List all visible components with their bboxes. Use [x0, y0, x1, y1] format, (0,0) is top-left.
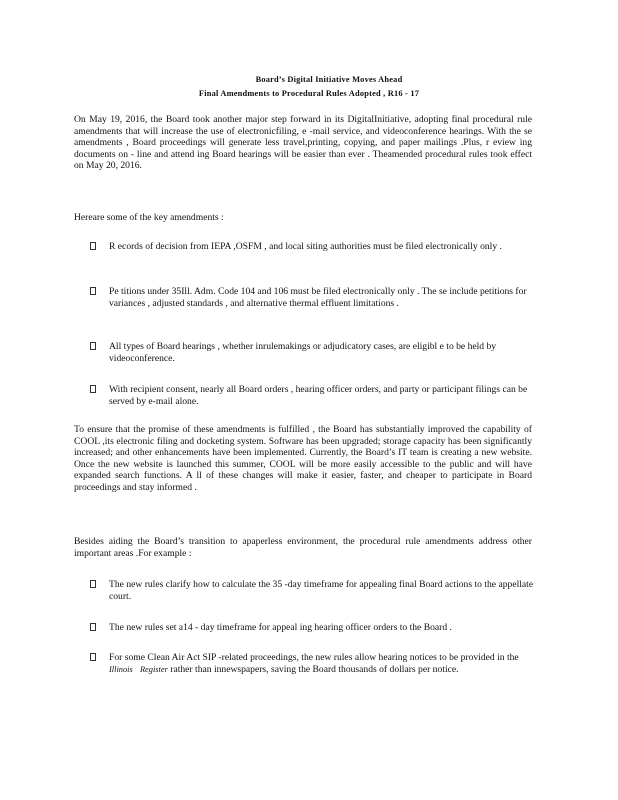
list-item-text: With recipient consent, nearly all Board orders , hearing officer orders, and party or participant filings can be served by e-mail alone.: [109, 384, 528, 407]
list-item: [90, 241, 536, 253]
list-item: [90, 622, 536, 634]
bullet-icon: [90, 342, 96, 350]
besides-paragraph: Besides aiding the Board’s transition to apaperless environment, the procedural rule amendments address other important areas .For example :: [74, 536, 532, 559]
bullet-icon: [90, 580, 96, 588]
page-subtitle: Final Amendments to Procedural Rules Adopted , R16 - 17: [198, 89, 420, 98]
intro-paragraph: On May 19, 2016, the Board took another major step forward in its DigitalInitiative, adopting final procedural rule amendments that will increase the use of electronicfiling, e -mail service, and videoconference hearings. With the se amendments , Board proceedings will generate less travel,printing, copying, and paper mailings .Plus, r eview ing documents on - line and attend ing Board hearings will be easier than ever . Theamended procedural rules took effect on May 20, 2016.: [74, 114, 532, 172]
list-item: [90, 652, 536, 675]
list-item-text: All types of Board hearings , whether inrulemakings or adjudicatory cases, are eligibl e to be held by videoconference.: [109, 341, 497, 364]
bullet-icon: [90, 287, 96, 295]
ensure-paragraph: To ensure that the promise of these amendments is fulfilled , the Board has substantially improved the capability of COOL ,its electronic filing and docketing system. Software has been upgraded; storage capacity has been significantly increased; and other enhancements have been implemented. Currently, the Board’s IT team is creating a new website. Once the new website is launched this summer, COOL will be more easily accessible to the public and will have expanded search functions. A ll of these changes will make it easier, faster, and cheaper to participate in Board proceedings and stay informed .: [74, 424, 532, 493]
list-item-text: For some Clean Air Act SIP -related proceedings, the new rules allow hearing notices to be provided in the Illinois Register rather than innewspapers, saving the Board thousands of dollars per notice.: [109, 652, 519, 675]
list-item: [90, 286, 536, 309]
list-item: [90, 341, 536, 364]
page-title: Board’s Digital Initiative Moves Ahead: [255, 75, 403, 84]
list-item: [90, 579, 536, 602]
bullet-icon: [90, 242, 96, 250]
list-item-text: Pe titions under 35Ill. Adm. Code 104 and 106 must be filed electronically only . The se include petitions for variances , adjusted standards , and alternative thermal effluent limitations .: [109, 286, 527, 309]
amendments-intro: Hereare some of the key amendments :: [74, 212, 224, 223]
list-item: [90, 384, 536, 407]
bullet-icon: [90, 623, 96, 631]
list-item-text: R ecords of decision from IEPA ,OSFM , and local siting authorities must be filed electronically only .: [109, 241, 502, 252]
bullet-icon: [90, 653, 96, 661]
list-item-text: The new rules set a14 - day timeframe for appeal ing hearing officer orders to the Board .: [109, 622, 452, 633]
bullet-icon: [90, 385, 96, 393]
list-item-text: The new rules clarify how to calculate the 35 -day timeframe for appealing final Board actions to the appellate court.: [109, 579, 534, 602]
register-title-italic: Register: [139, 664, 168, 674]
register-title-italic: Illinois: [109, 664, 133, 674]
